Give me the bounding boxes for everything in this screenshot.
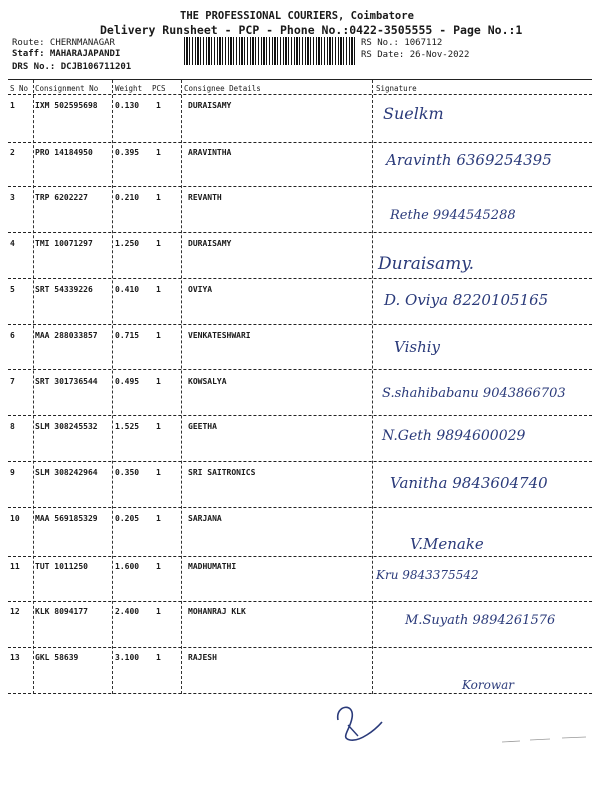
header-bottom-border xyxy=(8,94,592,95)
row-signature: Aravinth 6369254395 xyxy=(386,151,552,169)
row-pcs: 1 xyxy=(156,514,161,523)
row-signature: S.shahibabanu 9043866703 xyxy=(382,386,566,401)
row-sno: 8 xyxy=(10,422,15,431)
row-consignee: ARAVINTHA xyxy=(188,148,232,157)
row-signature: Korowar xyxy=(462,678,514,692)
row-signature: Vishiy xyxy=(394,338,440,356)
document-title: THE PROFESSIONAL COURIERS, Coimbatore xyxy=(180,10,414,22)
row-signature: N.Geth 9894600029 xyxy=(382,428,526,444)
row-divider xyxy=(8,601,592,602)
row-consignee: MADHUMATHI xyxy=(188,562,237,571)
row-consignment: MAA 569185329 xyxy=(35,514,98,523)
row-divider xyxy=(8,461,592,462)
row-signature: Kru 9843375542 xyxy=(376,568,479,582)
table-top-border xyxy=(8,79,592,80)
row-consignee: GEETHA xyxy=(188,422,217,431)
row-sno: 13 xyxy=(10,653,20,662)
col-header-sno: S No xyxy=(10,84,29,93)
row-consignment: MAA 288033857 xyxy=(35,331,98,340)
row-pcs: 1 xyxy=(156,285,161,294)
row-sno: 11 xyxy=(10,562,20,571)
row-pcs: 1 xyxy=(156,422,161,431)
table-bottom-border xyxy=(8,693,592,694)
row-weight: 2.400 xyxy=(115,607,140,616)
row-weight: 0.395 xyxy=(115,148,140,157)
barcode xyxy=(184,37,356,65)
row-consignee: OVIYA xyxy=(188,285,213,294)
row-divider xyxy=(8,647,592,648)
row-divider xyxy=(8,324,592,325)
row-weight: 3.100 xyxy=(115,653,140,662)
row-divider xyxy=(8,556,592,557)
row-pcs: 1 xyxy=(156,562,161,571)
row-signature: Duraisamy. xyxy=(378,254,475,274)
row-consignment: IXM 502595698 xyxy=(35,101,98,110)
row-sno: 3 xyxy=(10,193,15,202)
row-consignee: REVANTH xyxy=(188,193,222,202)
row-weight: 1.600 xyxy=(115,562,140,571)
row-signature: M.Suyath 9894261576 xyxy=(405,613,556,628)
row-sno: 2 xyxy=(10,148,15,157)
row-weight: 1.525 xyxy=(115,422,140,431)
row-consignee: DURAISAMY xyxy=(188,239,232,248)
row-signature: Rethe 9944545288 xyxy=(390,208,516,223)
row-divider xyxy=(8,142,592,143)
row-pcs: 1 xyxy=(156,193,161,202)
col-header-signature: Signature xyxy=(376,84,417,93)
row-consignee: SARJANA xyxy=(188,514,222,523)
row-consignment: PRO 14184950 xyxy=(35,148,93,157)
row-sno: 12 xyxy=(10,607,20,616)
rs-date: RS Date: 26-Nov-2022 xyxy=(361,50,470,60)
row-pcs: 1 xyxy=(156,607,161,616)
scribble-mark xyxy=(330,700,390,745)
staff-label: Staff: MAHARAJAPANDI xyxy=(12,49,121,59)
row-consignee: VENKATESHWARI xyxy=(188,331,251,340)
row-weight: 0.715 xyxy=(115,331,140,340)
row-sno: 6 xyxy=(10,331,15,340)
row-signature: D. Oviya 8220105165 xyxy=(384,291,549,309)
row-consignment: KLK 8094177 xyxy=(35,607,88,616)
row-consignment: SRT 301736544 xyxy=(35,377,98,386)
row-weight: 0.410 xyxy=(115,285,140,294)
row-consignee: KOWSALYA xyxy=(188,377,227,386)
row-divider xyxy=(8,369,592,370)
row-sno: 1 xyxy=(10,101,15,110)
rs-number: RS No.: 1067112 xyxy=(361,38,443,48)
row-consignee: RAJESH xyxy=(188,653,217,662)
document-subtitle: Delivery Runsheet - PCP - Phone No.:0422-3505555 - Page No.:1 xyxy=(100,23,523,37)
stray-dashes xyxy=(500,734,590,746)
row-divider xyxy=(8,278,592,279)
row-pcs: 1 xyxy=(156,148,161,157)
row-divider xyxy=(8,507,592,508)
row-divider xyxy=(8,186,592,187)
row-consignment: GKL 58639 xyxy=(35,653,79,662)
row-pcs: 1 xyxy=(156,331,161,340)
row-consignment: TRP 6202227 xyxy=(35,193,88,202)
row-signature: V.Menake xyxy=(410,535,484,553)
col-header-consignment: Consignment No xyxy=(35,84,99,93)
row-pcs: 1 xyxy=(156,653,161,662)
row-pcs: 1 xyxy=(156,468,161,477)
row-weight: 1.250 xyxy=(115,239,140,248)
row-consignment: SLM 308242964 xyxy=(35,468,98,477)
row-weight: 0.495 xyxy=(115,377,140,386)
row-pcs: 1 xyxy=(156,377,161,386)
col-header-weight: Weight xyxy=(115,84,143,93)
row-sno: 4 xyxy=(10,239,15,248)
row-signature: Suelkm xyxy=(383,104,444,123)
row-weight: 0.210 xyxy=(115,193,140,202)
row-divider xyxy=(8,232,592,233)
row-consignment: SLM 308245532 xyxy=(35,422,98,431)
row-consignment: TMI 10071297 xyxy=(35,239,93,248)
row-consignee: SRI SAITRONICS xyxy=(188,468,256,477)
drs-number: DRS No.: DCJB106711201 xyxy=(12,62,132,72)
row-sno: 5 xyxy=(10,285,15,294)
row-signature: Vanitha 9843604740 xyxy=(390,474,548,492)
row-sno: 7 xyxy=(10,377,15,386)
row-divider xyxy=(8,415,592,416)
row-sno: 10 xyxy=(10,514,20,523)
row-pcs: 1 xyxy=(156,239,161,248)
col-header-consignee: Consignee Details xyxy=(184,84,261,93)
row-weight: 0.350 xyxy=(115,468,140,477)
row-consignment: SRT 54339226 xyxy=(35,285,93,294)
row-weight: 0.130 xyxy=(115,101,140,110)
row-consignee: DURAISAMY xyxy=(188,101,232,110)
row-consignee: MOHANRAJ KLK xyxy=(188,607,246,616)
col-header-pcs: PCS xyxy=(152,84,166,93)
row-consignment: TUT 1011250 xyxy=(35,562,88,571)
route-label: Route: CHERNMANAGAR xyxy=(12,38,115,48)
row-weight: 0.205 xyxy=(115,514,140,523)
row-pcs: 1 xyxy=(156,101,161,110)
row-sno: 9 xyxy=(10,468,15,477)
